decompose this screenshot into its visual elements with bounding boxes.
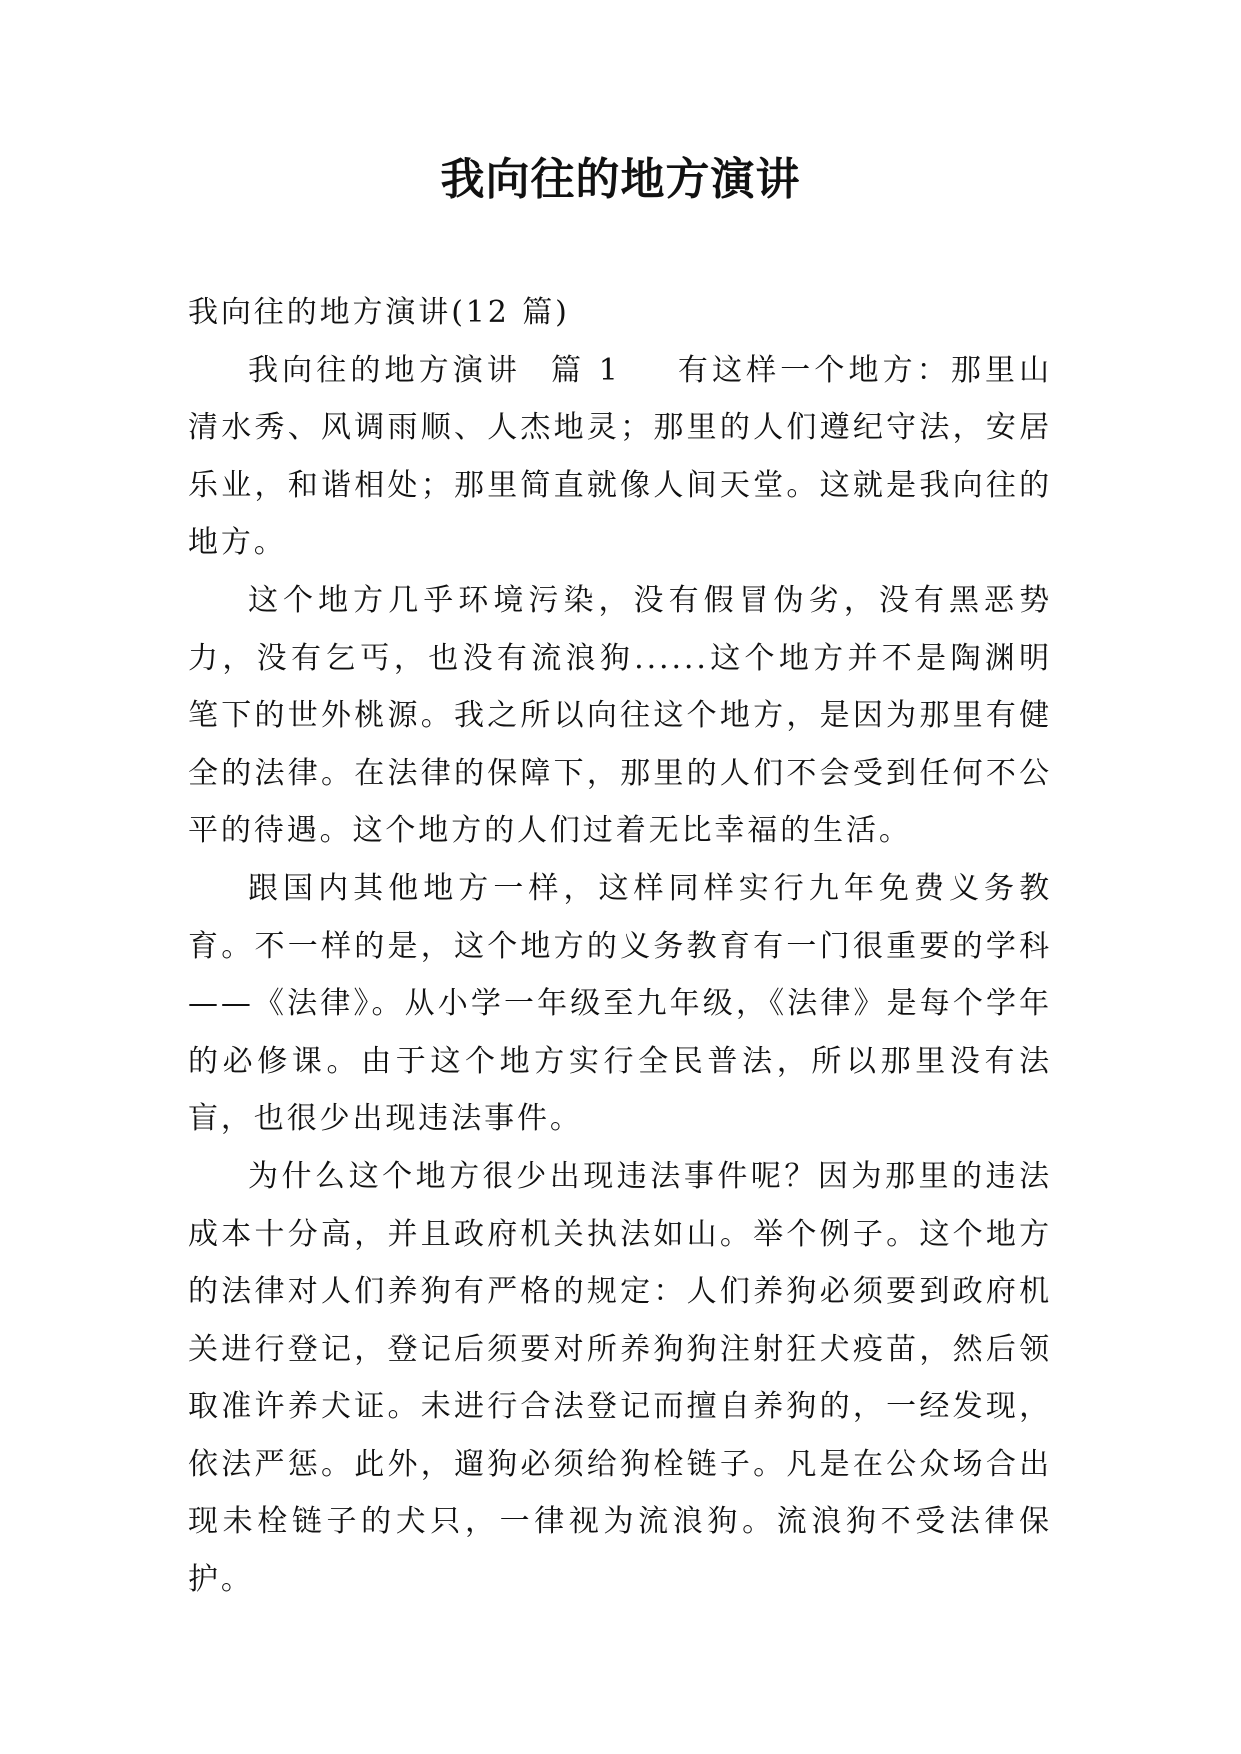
document-title: 我向往的地方演讲: [440, 154, 801, 205]
section-label: 篇 1: [550, 352, 621, 388]
paragraph-text: 有这样一个地方：那里山清水秀、风调雨顺、人杰地灵；那里的人们遵纪守法，安居乐业，和谐相处；那里简直就像人间天堂。这就是我向往的地方。: [188, 352, 1053, 561]
document-body: [188, 284, 1052, 1609]
paragraph-1: [188, 342, 1052, 572]
section-heading: 我向往的地方演讲: [248, 352, 521, 388]
paragraph-3: 跟国内其他地方一样，这样同样实行九年免费义务教育。不一样的是，这个地方的义务教育有一门很重要的学科——《法律》。从小学一年级至九年级，《法律》是每个学年的必修课。由于这个地方实行全民普法，所以那里没有法盲，也很少出现违法事件。: [188, 870, 1052, 1137]
paragraph-2: 这个地方几乎环境污染，没有假冒伪劣，没有黑恶势力，没有乞丐，也没有流浪狗......这个地方并不是陶渊明笔下的世外桃源。我之所以向往这个地方，是因为那里有健全的法律。在法律的保障下，那里的人们不会受到任何不公平的待遇。这个地方的人们过着无比幸福的生活。: [188, 582, 1052, 849]
paragraph-4: 为什么这个地方很少出现违法事件呢？因为那里的违法成本十分高，并且政府机关执法如山。举个例子。这个地方的法律对人们养狗有严格的规定：人们养狗必须要到政府机关进行登记，登记后须要对所养狗狗注射狂犬疫苗，然后领取准许养犬证。未进行合法登记而擅自养狗的，一经发现，依法严惩。此外，遛狗必须给狗栓链子。凡是在公众场合出现未栓链子的犬只，一律视为流浪狗。流浪狗不受法律保护。: [188, 1158, 1052, 1598]
document-subtitle: 我向往的地方演讲(12 篇): [188, 295, 570, 330]
